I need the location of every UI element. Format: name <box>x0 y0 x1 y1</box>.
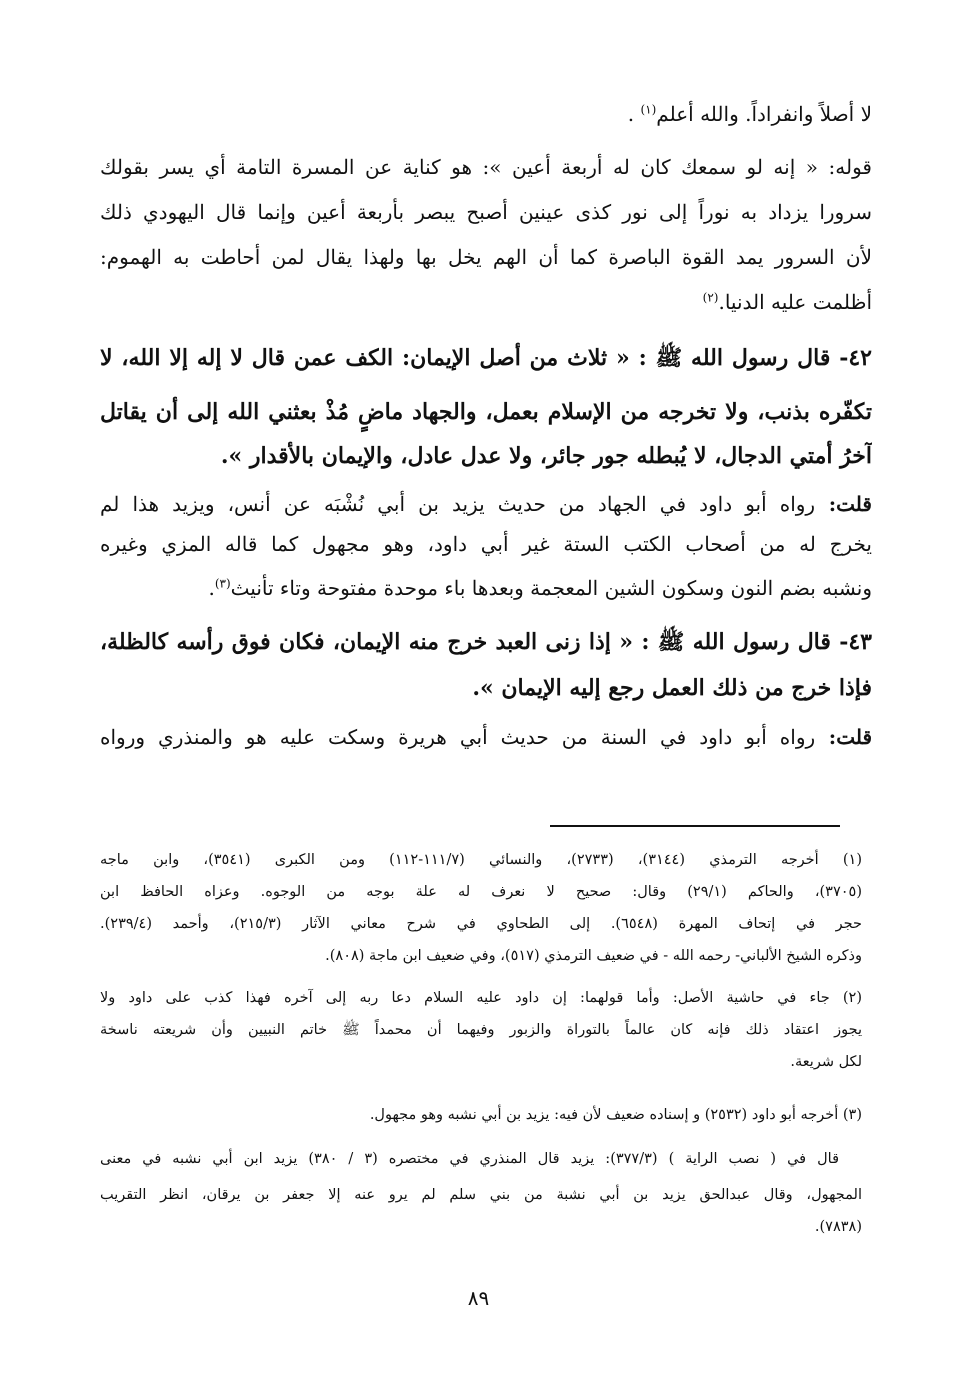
footnote-line <box>100 941 862 971</box>
line-text: تكفّره بذنب، ولا تخرجه من الإسلام بعمل، والجهاد ماضٍ مُذْ بعثني الله إلى أن يقاتل <box>100 399 872 425</box>
footnote-text: (٧٨٣٨). <box>814 1219 862 1235</box>
text-line <box>100 95 872 133</box>
qultu-label: قلت: <box>815 492 872 516</box>
footnote-text: (٢) جاء في حاشية الأصل: وأما قولهما: إن داود عليه السلام دعا ربه إلى آخره فهذا كذب على داود ولا <box>100 990 862 1006</box>
hadith-43-line <box>100 666 872 710</box>
text-line <box>100 569 872 607</box>
footnote-text: قال في ( نصب الراية ) (٣٧٧/٣): يزيد قال المنذري في مختصره (٣ / ٣٨٠) يزيد ابن أبي نشبه في معنى <box>100 1151 839 1167</box>
footnote-line <box>100 909 862 939</box>
text-line <box>100 193 872 231</box>
footnote-text: لكل شريعة. <box>790 1054 862 1070</box>
footnote-ref: (٢) <box>702 290 719 305</box>
footnote-text: المجهول، وقال عبدالحق يزيد بن أبي نشبة من بني سلم لم يرو عنه إلا جعفر بن يرقان، انظر التقريب <box>100 1187 862 1203</box>
text-line <box>100 148 872 186</box>
footnote-text: يجوز اعتقاد ذلك فإنه كان عالماً بالتوراة والزبور وفيهما أن محمداً ﷺ خاتم النبيين وأن شريعته ناسخة <box>100 1022 862 1038</box>
footnote-line <box>100 1180 862 1210</box>
line-text: رواه أبو داود في السنة من حديث أبي هريرة وسكت عليه هو والمنذري ورواه <box>100 725 816 749</box>
footnote-ref: (٣) <box>214 576 231 591</box>
hadith-43-line <box>100 620 872 664</box>
footnote-text: (٣) أخرجه أبو داود (٢٥٣٢) و إسناده ضعيف لأن فيه: يزيد بن أبي نشبه وهو مجهول. <box>369 1107 862 1123</box>
text-line <box>100 238 872 276</box>
footnote-line <box>100 1212 862 1242</box>
footnote-line <box>100 1047 862 1077</box>
hadith-42-line <box>100 336 872 380</box>
page-number: ٨٩ <box>467 1286 490 1310</box>
line-tail: . <box>627 102 641 126</box>
footnote-text: (١) أخرجه الترمذي (٣١٤٤)، (٢٧٣٣)، والنسائي (١١١/٧-١١٢) ومن الكبرى (٣٥٤١)، وابن ماجه <box>100 852 862 868</box>
qultu-label: قلت: <box>815 725 872 749</box>
footnote-text: (٣٧٠٥)، والحاكم (٢٩/١) وقال: صحيح لا نعرف له علة بوجه من الوجوه. وعزاه الحافظ ابن <box>100 884 862 900</box>
line-text: سرورا يزداد به نوراً إلى نور كذى عينين أصبح يبصر بأربعة أعين وإنما قال اليهودي ذلك <box>100 200 872 224</box>
line-text: قوله: « إنه لو سمعك كان له أربعة أعين »: هو كناية عن المسرة التامة أي يسر بقولك <box>100 155 872 179</box>
text-line <box>100 485 872 523</box>
line-text: فإذا خرج من ذلك العمل رجع إليه الإيمان ». <box>472 675 872 701</box>
footnote-line <box>100 1144 839 1174</box>
line-text: ونشبه بضم النون وسكون الشين المعجمة وبعدها باء موحدة مفتوحة وتاء تأنيث <box>230 576 872 600</box>
text-line <box>100 525 872 563</box>
footnote-line <box>100 845 862 875</box>
line-text: آخرُ أمتي الدجال، لا يُبطله جور جائر، ولا عدل عادل، والإيمان بالأقدار ». <box>220 443 872 469</box>
line-text: ٤٣- قال رسول الله ﷺ : « إذا زنى العبد خرج منه الإيمان، فكان فوق رأسه كالظلة، <box>100 629 872 655</box>
line-text: لأن السرور يمد القوة الباصرة كما أن الهم يخل بها ولهذا يقال لمن أحاطت به الهموم: <box>100 245 872 269</box>
text-line <box>100 283 872 321</box>
footnote-text: حجر في إتحاف المهرة (٦٥٤٨). إلى الطحاوي في شرح معاني الآثار (٢١٥/٣)، وأحمد (٢٣٩/٤). <box>100 916 862 932</box>
footnote-line <box>100 1015 862 1045</box>
footnote-line <box>100 1100 862 1130</box>
line-text: أظلمت عليه الدنيا. <box>718 290 872 314</box>
line-text: رواه أبو داود في الجهاد من حديث يزيد بن أبي نُشْبَه عن أنس، ويزيد هذا لم <box>100 492 816 516</box>
footnote-line <box>100 877 862 907</box>
line-text: لا أصلاً وانفراداً. والله أعلم <box>656 102 872 126</box>
text-line <box>100 718 872 756</box>
line-tail: . <box>208 576 215 600</box>
line-text: ٤٢- قال رسول الله ﷺ : « ثلاث من أصل الإيمان: الكف عمن قال لا إله إلا الله، لا <box>100 345 872 371</box>
footnote-separator <box>550 825 840 827</box>
hadith-42-line <box>100 390 872 434</box>
footnote-line <box>100 983 862 1013</box>
footnote-ref: (١) <box>640 102 657 117</box>
footnote-text: وذكره الشيخ الألباني- رحمه الله - في ضعيف الترمذي (٥١٧)، وفي ضعيف ابن ماجة (٨٠٨). <box>325 948 862 964</box>
hadith-42-line <box>100 434 872 478</box>
line-text: يخرج له من أصحاب الكتب الستة غير أبي داود، وهو مجهول كما قاله المزي وغيره <box>100 532 872 556</box>
